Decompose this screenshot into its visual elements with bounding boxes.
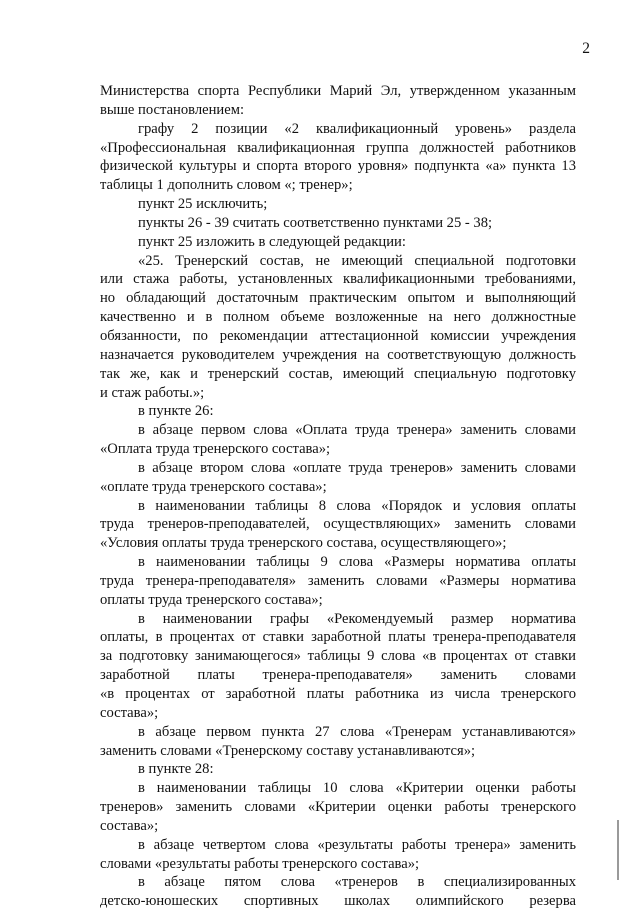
text-line: в абзаце втором слова «оплате труда тренеров» заменить словами xyxy=(138,459,576,476)
text-line: обязанности, по рекомендации аттестационной комиссии учреждения xyxy=(100,327,576,344)
text-line: «25. Тренерский состав, не имеющий специальной подготовки xyxy=(138,252,576,269)
text-line: но обладающий достаточным практическим опытом и выполняющий xyxy=(100,290,576,307)
scan-edge-mark xyxy=(617,820,619,880)
text-line: труда тренеров-преподавателей, осуществляющих» заменить словами xyxy=(100,516,576,533)
text-line: заменить словами «Тренерскому составу устанавливаются»; xyxy=(100,742,476,759)
text-line: назначается руководителем учреждения на соответствующую должность xyxy=(100,346,576,363)
text-line: «в процентах от заработной платы работника из числа тренерского xyxy=(100,686,576,702)
text-line: так же, как и тренерский состав, имеющий специальную подготовку xyxy=(100,365,576,382)
text-line: пункт 25 изложить в следующей редакции: xyxy=(138,233,406,250)
text-line: словами «результаты работы тренерского состава»; xyxy=(100,855,420,872)
text-line: в пункте 26: xyxy=(138,403,214,420)
text-line: «Оплата труда тренерского состава»; xyxy=(100,441,331,458)
text-line: в абзаце пятом слова «тренеров в специализированных xyxy=(138,874,576,891)
text-line: труда тренера-преподавателя» заменить словами «Размеры норматива xyxy=(100,572,576,589)
text-line: тренеров» заменить словами «Критерии оценки работы тренерского xyxy=(100,799,576,816)
text-line: или стажа работы, установленных квалификационными требованиями, xyxy=(100,271,576,288)
text-line: таблицы 1 дополнить словом «; тренер»; xyxy=(100,177,353,194)
text-line: оплаты труда тренерского состава»; xyxy=(100,591,323,608)
text-line: пункт 25 исключить; xyxy=(138,196,268,213)
text-line: оплаты, в процентах от ставки заработной платы тренера-преподавателя xyxy=(100,629,576,646)
text-line: в наименовании таблицы 10 слова «Критерии оценки работы xyxy=(138,780,576,797)
page-number: 2 xyxy=(582,40,590,57)
document-body xyxy=(100,82,576,911)
text-line: качественно и в полном объеме возложенные на него должностные xyxy=(100,309,576,326)
text-line: пункты 26 - 39 считать соответственно пунктами 25 - 38; xyxy=(138,214,493,231)
text-line: в абзаце первом пункта 27 слова «Тренерам устанавливаются» xyxy=(138,723,576,740)
text-line: «Профессиональная квалификационная группа должностей работников xyxy=(100,139,576,156)
text-line: «оплате труда тренерского состава»; xyxy=(100,478,327,495)
text-line: состава»; xyxy=(100,704,159,721)
text-line: детско-юношеских спортивных школах олимпийского резерва xyxy=(100,893,576,910)
text-line: в наименовании графы «Рекомендуемый размер норматива xyxy=(138,610,576,627)
text-line: графу 2 позиции «2 квалификационный уровень» раздела xyxy=(138,120,576,137)
text-line: в наименовании таблицы 9 слова «Размеры норматива оплаты xyxy=(138,554,576,571)
text-line: физической культуры и спорта второго уровня» подпункта «а» пункта 13 xyxy=(100,158,576,175)
text-line: заработной платы тренера-преподавателя» заменить словами xyxy=(100,667,576,684)
text-line: в наименовании таблицы 8 слова «Порядок и условия оплаты xyxy=(138,497,576,514)
text-line: состава»; xyxy=(100,817,159,834)
text-line: в пункте 28: xyxy=(138,761,214,778)
text-line: в абзаце первом слова «Оплата труда тренера» заменить словами xyxy=(138,422,576,439)
text-line: выше постановлением: xyxy=(100,101,244,118)
text-line: в абзаце четвертом слова «результаты работы тренера» заменить xyxy=(138,836,576,853)
text-line: Министерства спорта Республики Марий Эл, утвержденном указанным xyxy=(100,83,576,99)
text-line: «Условия оплаты труда тренерского состава, осуществляющего»; xyxy=(100,535,507,552)
text-line: и стаж работы.»; xyxy=(100,384,205,401)
text-line: за подготовку занимающегося» таблицы 9 слова «в процентах от ставки xyxy=(100,648,576,665)
